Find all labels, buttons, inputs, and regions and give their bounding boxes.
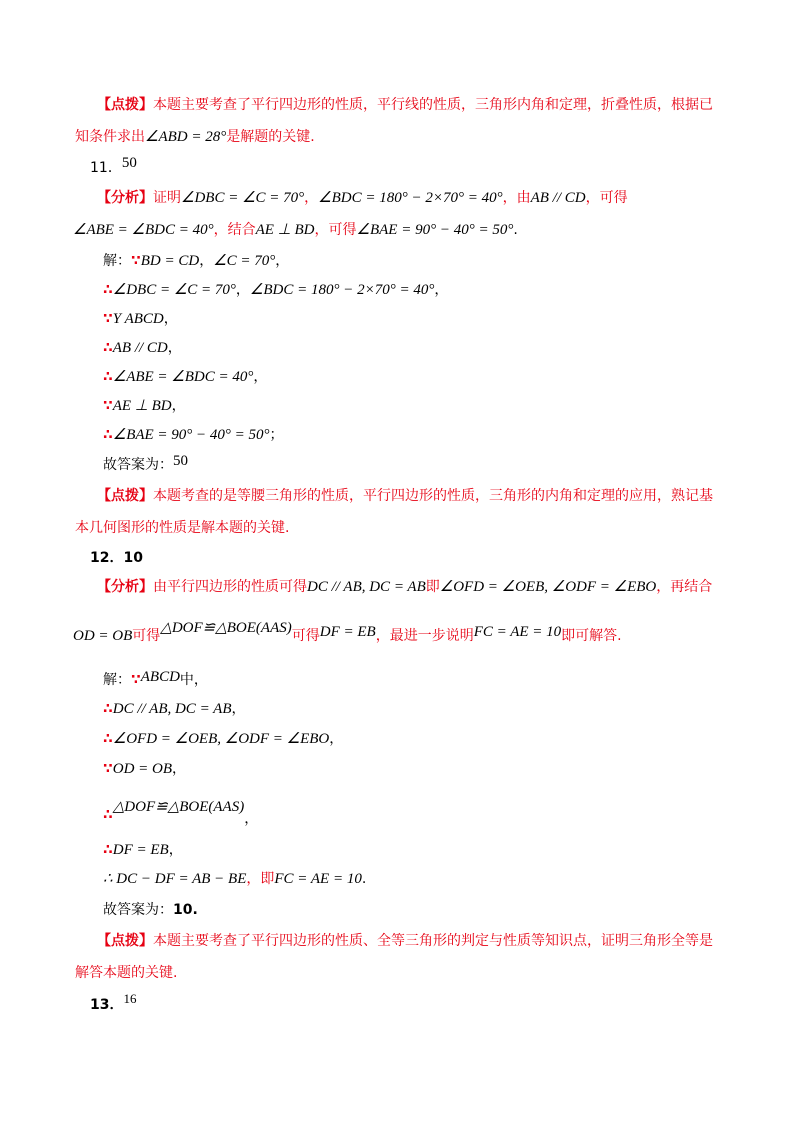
solution-text: ， bbox=[329, 731, 344, 747]
answer-value: 10. bbox=[173, 902, 198, 918]
analysis-text: 可得 bbox=[132, 628, 161, 644]
analysis-11-line2 bbox=[73, 220, 800, 240]
math-expression: ∠DBC = ∠C = 70° bbox=[181, 190, 305, 206]
math-expression: ∠ABE = ∠BDC = 40° bbox=[112, 369, 254, 385]
math-expression: FC = AE = 10 bbox=[473, 624, 562, 640]
solution-11-line6 bbox=[103, 396, 800, 416]
question-11 bbox=[90, 155, 800, 178]
analysis-text: ，结合 bbox=[213, 222, 256, 238]
math-expression: AB // CD bbox=[530, 190, 586, 206]
answer-label: 故答案为： bbox=[103, 902, 173, 918]
answer-label: 故答案为： bbox=[103, 457, 173, 473]
remark-text: 本几何图形的性质是解本题的关键. bbox=[75, 520, 290, 536]
because-symbol: ∵ bbox=[103, 398, 113, 414]
remark-text: 本题主要考查了平行四边形的性质、全等三角形的判定与性质等知识点，证明三角形全等是 bbox=[153, 933, 713, 949]
therefore-symbol: ∴ bbox=[103, 842, 113, 858]
analysis-text: ，再结合 bbox=[656, 579, 713, 595]
therefore-symbol: ∴ bbox=[103, 340, 113, 356]
remark-text: 本题考查的是等腰三角形的性质，平行四边形的性质，三角形的内角和定理的应用，熟记基 bbox=[153, 488, 713, 504]
solution-12-line2 bbox=[103, 699, 800, 719]
question-13 bbox=[90, 991, 800, 1015]
question-number: 12． bbox=[90, 550, 124, 566]
solution-12-line3 bbox=[103, 729, 800, 749]
solution-text: ， bbox=[163, 311, 178, 327]
therefore-symbol: ∴ bbox=[103, 731, 113, 747]
analysis-tag: 【分析】 bbox=[97, 190, 153, 206]
because-symbol: ∵ bbox=[131, 253, 141, 269]
solution-text: . bbox=[361, 871, 367, 887]
analysis-text: . bbox=[513, 222, 518, 238]
solution-label: 解： bbox=[103, 253, 131, 269]
solution-label: 解： bbox=[103, 672, 131, 688]
solution-text: ， bbox=[244, 811, 259, 827]
answer-value: 10 bbox=[123, 550, 143, 566]
solution-text: ， bbox=[167, 340, 182, 356]
because-symbol: ∵ bbox=[103, 761, 113, 777]
remark-tag: 【点拨】 bbox=[97, 488, 153, 504]
question-number: 13． bbox=[90, 997, 124, 1013]
math-expression: △DOF≌△BOE(AAS) bbox=[112, 799, 245, 815]
math-expression: ∠OFD = ∠OEB, ∠ODF = ∠EBO bbox=[439, 579, 657, 595]
solution-12-answer bbox=[103, 900, 800, 920]
remark-tag: 【点拨】 bbox=[97, 97, 153, 113]
math-expression: DF = EB bbox=[319, 624, 376, 640]
therefore-symbol: ∴ bbox=[103, 701, 113, 717]
solution-12-line6 bbox=[103, 840, 800, 860]
solution-text: 中， bbox=[179, 672, 208, 688]
analysis-text: 可得 bbox=[291, 628, 320, 644]
answer-value: 50 bbox=[173, 453, 188, 469]
remark-text: 是解题的关键. bbox=[226, 129, 315, 145]
because-symbol: ∵ bbox=[103, 311, 113, 327]
remark-text: 知条件求出 bbox=[75, 129, 145, 145]
math-expression: ABCD bbox=[140, 669, 180, 685]
therefore-symbol: ∴ bbox=[103, 369, 113, 385]
solution-text: ； bbox=[269, 427, 284, 443]
analysis-text: 证明 bbox=[153, 190, 181, 206]
solution-11-line3 bbox=[103, 309, 800, 329]
analysis-text: ，可得 bbox=[585, 190, 628, 206]
math-expression: DC // AB, DC = AB bbox=[112, 701, 232, 717]
math-expression: Y ABCD bbox=[112, 311, 164, 327]
because-symbol: ∵ bbox=[131, 672, 141, 688]
analysis-12 bbox=[97, 577, 800, 597]
remark-paragraph-1-line2 bbox=[75, 127, 735, 147]
math-expression: ∠ABE = ∠BDC = 40° bbox=[73, 222, 214, 238]
answer-value: 50 bbox=[121, 155, 137, 171]
solution-text: ， bbox=[275, 253, 290, 269]
remark-paragraph-3-line2 bbox=[75, 963, 800, 983]
therefore-symbol: ∴ bbox=[103, 807, 113, 823]
math-expression: ∠BAE = 90° − 40° = 50° bbox=[356, 222, 514, 238]
solution-11-line7 bbox=[103, 425, 800, 445]
solution-text: ，即 bbox=[246, 871, 275, 887]
question-number: 11． bbox=[90, 160, 122, 176]
therefore-symbol: ∴ bbox=[103, 427, 113, 443]
math-expression: ∴ DC − DF = AB − BE bbox=[103, 871, 247, 887]
math-expression: △DOF≌△BOE(AAS) bbox=[160, 620, 292, 636]
solution-text: ， bbox=[434, 282, 449, 298]
solution-11-line2 bbox=[103, 280, 800, 300]
math-expression: ∠OFD = ∠OEB, ∠ODF = ∠EBO bbox=[112, 731, 330, 747]
solution-11-line1 bbox=[103, 251, 800, 271]
analysis-text: 即可解答. bbox=[561, 628, 622, 644]
math-expression: OD = OB bbox=[112, 761, 173, 777]
math-expression: AE ⊥ BD bbox=[255, 222, 315, 238]
analysis-text: ，可得 bbox=[314, 222, 357, 238]
math-expression: ∠BAE = 90° − 40° = 50° bbox=[112, 427, 270, 443]
solution-11-answer bbox=[103, 455, 800, 475]
solution-12-line4 bbox=[103, 759, 800, 779]
math-expression: ∠BDC = 180° − 2×70° = 40° bbox=[249, 282, 435, 298]
math-expression: ∠BDC = 180° − 2×70° = 40° bbox=[318, 190, 503, 206]
math-expression: FC = AE = 10 bbox=[274, 871, 362, 887]
solution-12-line5 bbox=[103, 797, 800, 827]
math-expression: AB // CD bbox=[112, 340, 168, 356]
analysis-tag: 【分析】 bbox=[97, 579, 153, 595]
solution-text: ， bbox=[199, 253, 214, 269]
math-expression: ∠C = 70° bbox=[213, 253, 276, 269]
math-expression: DC // AB, DC = AB bbox=[307, 579, 426, 595]
analysis-text: ，由 bbox=[502, 190, 531, 206]
math-expression: DF = EB bbox=[112, 842, 169, 858]
remark-text: 解答本题的关键. bbox=[75, 965, 178, 981]
math-expression: ∠DBC = ∠C = 70° bbox=[112, 282, 236, 298]
solution-text: ， bbox=[235, 282, 250, 298]
math-expression: OD = OB bbox=[73, 628, 133, 644]
solution-11-line4 bbox=[103, 338, 800, 358]
remark-paragraph-1 bbox=[97, 95, 737, 115]
solution-text: ， bbox=[168, 842, 183, 858]
math-expression: ∠ABD = 28° bbox=[145, 129, 227, 145]
solution-11-line5 bbox=[103, 367, 800, 387]
solution-text: ， bbox=[253, 369, 268, 385]
remark-paragraph-3 bbox=[97, 931, 800, 951]
remark-tag: 【点拨】 bbox=[97, 933, 153, 949]
remark-paragraph-2-line2 bbox=[75, 518, 800, 538]
analysis-text: ， bbox=[304, 190, 319, 206]
solution-text: ， bbox=[171, 398, 186, 414]
analysis-11 bbox=[97, 188, 800, 208]
remark-text: 本题主要考查了平行四边形的性质，平行线的性质，三角形内角和定理，折叠性质，根据已 bbox=[153, 97, 713, 113]
math-expression: BD = CD bbox=[140, 253, 200, 269]
solution-text: ， bbox=[231, 701, 246, 717]
analysis-text: ，最进一步说明 bbox=[375, 628, 474, 644]
question-12 bbox=[90, 548, 800, 568]
therefore-symbol: ∴ bbox=[103, 282, 113, 298]
analysis-text: 由平行四边形的性质可得 bbox=[153, 579, 307, 595]
solution-12-line7 bbox=[103, 869, 800, 889]
solution-text: ， bbox=[172, 761, 187, 777]
remark-paragraph-2 bbox=[97, 486, 800, 506]
analysis-12-line2 bbox=[73, 620, 800, 646]
math-expression: AE ⊥ BD bbox=[112, 398, 172, 414]
solution-12-line1 bbox=[103, 670, 800, 690]
answer-value: 16 bbox=[123, 991, 137, 1006]
analysis-text: 即 bbox=[425, 579, 440, 595]
